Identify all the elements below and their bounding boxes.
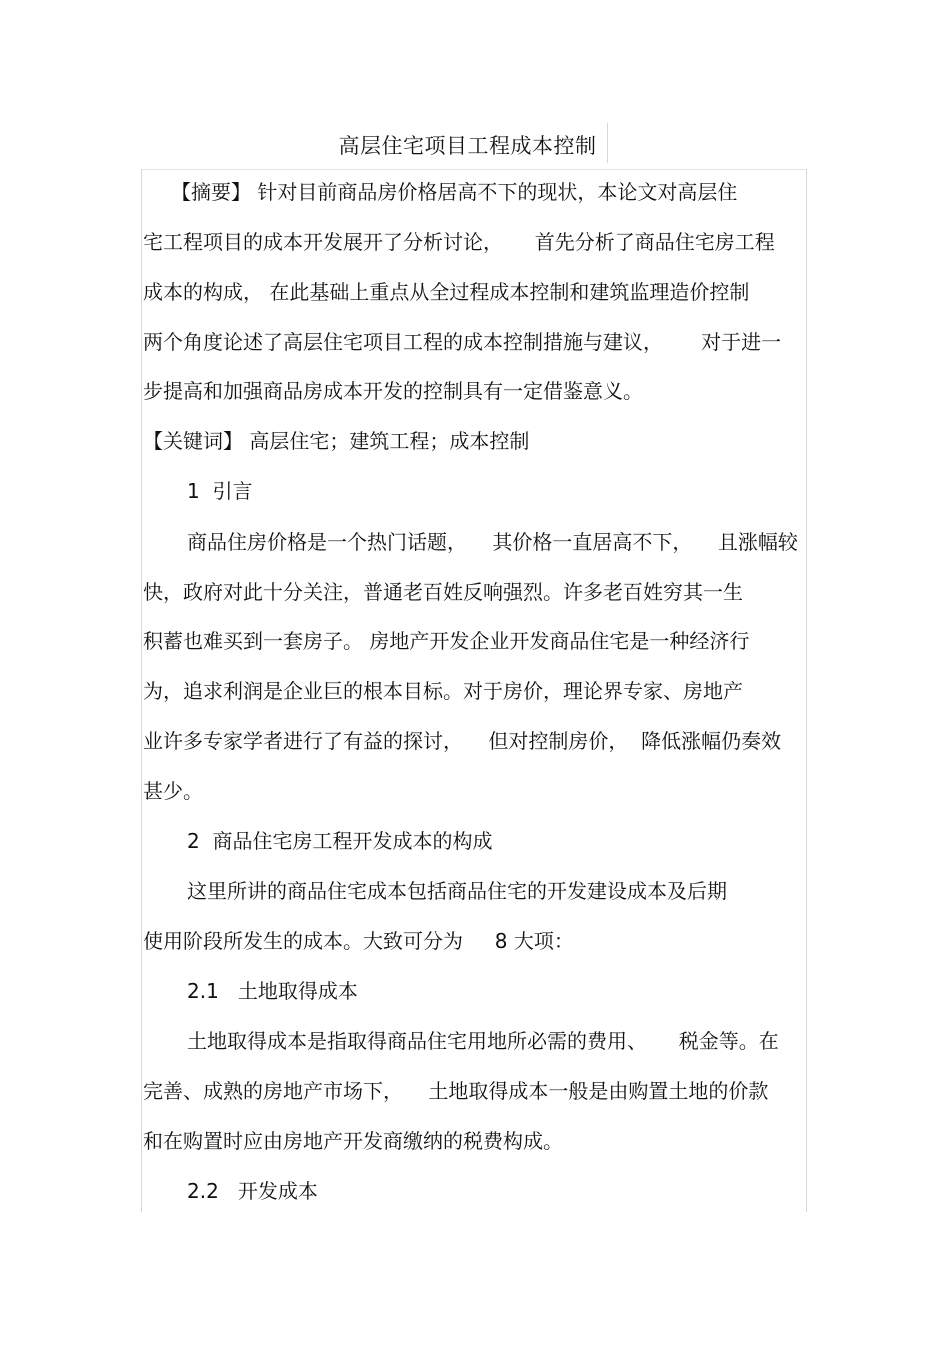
- page-title: 高层住宅项目工程成本控制: [338, 134, 597, 158]
- body-line: 快，政府对此十分关注，普通老百姓反响强烈。许多老百姓穷其一生: [143, 580, 743, 604]
- body-line: 积蓄也难买到一套房子。 房地产开发企业开发商品住宅是一种经济行: [143, 629, 750, 653]
- body-line: 土地取得成本是指取得商品住宅用地所必需的费用、 税金等。在: [187, 1029, 779, 1053]
- abstract-line: 步提高和加强商品房成本开发的控制具有一定借鉴意义。: [143, 379, 643, 403]
- abstract-line: 两个角度论述了高层住宅项目工程的成本控制措施与建议， 对于进一: [143, 330, 782, 354]
- body-line: 完善、成熟的房地产市场下， 土地取得成本一般是由购置土地的价款: [143, 1079, 769, 1103]
- body-line: 业许多专家学者进行了有益的探讨， 但对控制房价， 降低涨幅仍奏效: [143, 729, 782, 753]
- body-line: 和在购置时应由房地产开发商缴纳的税费构成。: [143, 1129, 563, 1153]
- body-line: 商品住房价格是一个热门话题， 其价格一直居高不下， 且涨幅较: [187, 530, 798, 554]
- abstract-line: 【摘要】 针对目前商品房价格居高不下的现状，本论文对高层住: [171, 180, 738, 204]
- frame-left-rule: [141, 170, 142, 1212]
- body-line: 这里所讲的商品住宅成本包括商品住宅的开发建设成本及后期: [187, 879, 727, 903]
- abstract-line: 宅工程项目的成本开发展开了分析讨论， 首先分析了商品住宅房工程: [143, 230, 775, 254]
- body-line: 为，追求利润是企业巨的根本目标。对于房价，理论界专家、房地产: [143, 679, 743, 703]
- abstract-line: 成本的构成， 在此基础上重点从全过程成本控制和建筑监理造价控制: [143, 280, 750, 304]
- subsection-heading: 2.1 土地取得成本: [187, 979, 358, 1003]
- body-line: 使用阶段所发生的成本。大致可分为 8 大项：: [143, 929, 574, 953]
- frame-top-rule: [141, 169, 807, 170]
- body-line: 甚少。: [143, 779, 203, 803]
- section-heading: 2 商品住宅房工程开发成本的构成: [187, 829, 493, 853]
- frame-right-rule: [806, 170, 807, 1212]
- section-heading: 1 引言: [187, 479, 253, 503]
- keywords-line: 【关键词】 高层住宅；建筑工程；成本控制: [143, 429, 530, 453]
- subsection-heading: 2.2 开发成本: [187, 1179, 318, 1203]
